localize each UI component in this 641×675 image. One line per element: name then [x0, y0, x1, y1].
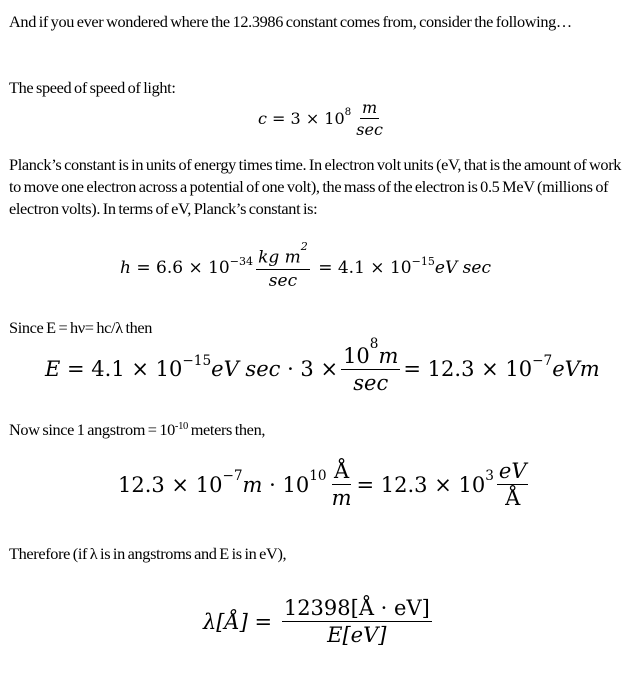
eq-A-a: 12.3 × 10 [118, 472, 223, 497]
eq-E-fraction [341, 336, 400, 395]
now-text-exp: -10 [174, 421, 188, 433]
eq-c-exp: 8 [344, 106, 352, 119]
eq-h-num-text: kg m [258, 247, 301, 268]
eq-final-eq: = [247, 609, 279, 634]
intro-paragraph: And if you ever wondered where the 12.3986 constant comes from, consider the following… [9, 12, 572, 31]
eq-A-den2: Å [505, 486, 521, 510]
eq-E-rhs: = 12.3 × 10 [403, 357, 533, 381]
eq-h-lhs: h [120, 258, 131, 279]
now-text-a: Now since 1 angstrom = 10 [9, 420, 175, 439]
eq-A-den: m [331, 486, 352, 510]
speed-label: The speed of speed of light: [9, 78, 176, 97]
eq-final-fraction [282, 596, 432, 647]
eq-E-lhs: E [45, 357, 61, 381]
eq-E-rhs-exp: −7 [532, 352, 553, 369]
eq-E-b: · 3 × [280, 357, 339, 381]
eq-c-rest: = 3 × 10 [266, 109, 345, 128]
eq-E-a-exp: −15 [182, 352, 212, 369]
eq-A-a-unit: m [242, 472, 263, 497]
equation-angstrom [118, 459, 531, 510]
therefore-text: Therefore (if λ is in angstroms and E is in eV), [9, 544, 287, 563]
eq-h-exp: −34 [229, 255, 254, 269]
eq-E-num-text: 10 [343, 344, 370, 368]
eq-A-rhs-exp: 3 [485, 468, 494, 485]
eq-A-fraction-2 [497, 459, 529, 510]
eq-E-a: = 4.1 × 10 [60, 357, 183, 381]
now-text [9, 419, 634, 441]
eq-A-fraction [330, 459, 354, 510]
eq-h-rhs-unit: eV sec [434, 258, 491, 279]
since-text: Since E = hν= hc/λ then [9, 318, 153, 337]
now-text-b: meters then, [187, 420, 266, 439]
eq-E-rhs-unit: eVm [552, 357, 600, 381]
eq-final-lhs: λ[Å] [203, 609, 248, 634]
eq-E-num [341, 336, 400, 370]
eq-h-num-exp: 2 [300, 240, 308, 254]
equation-planck [120, 240, 491, 291]
planck-paragraph: Planck’s constant is in units of energy times time. In electron volt units (eV, that is the amount of work to move one electron across a potential of one volt), the mass of the electron is 0.5 MeV (millions of electron volts). In terms of eV, Planck’s constant is: [9, 155, 622, 218]
equation-wavelength [203, 596, 435, 647]
eq-c-lhs: c [258, 109, 267, 128]
equation-speed-of-light [258, 98, 388, 139]
eq-final-den: E[eV] [327, 623, 387, 647]
eq-A-rhs: = 12.3 × 10 [356, 472, 486, 497]
eq-A-num: Å [333, 459, 350, 483]
eq-h-num [256, 240, 310, 270]
eq-h-rhs: = 4.1 × 10 [312, 258, 412, 279]
eq-final-num: 12398[Å · eV] [283, 596, 430, 620]
eq-E-num-unit: m [378, 344, 399, 368]
eq-E-den: sec [353, 371, 389, 395]
eq-A-b-exp: 10 [309, 468, 327, 485]
eq-c-num: m [362, 98, 378, 117]
eq-A-a-exp: −7 [222, 468, 243, 485]
eq-A-num2: eV [498, 459, 527, 483]
eq-h-rhs-exp: −15 [411, 255, 435, 269]
eq-h-rest: = 6.6 × 10 [130, 258, 230, 279]
eq-E-a-unit: eV sec [211, 357, 281, 381]
eq-c-fraction [354, 98, 385, 139]
eq-h-den: sec [268, 270, 298, 291]
eq-A-b: · 10 [262, 472, 310, 497]
eq-c-den: sec [356, 120, 383, 139]
eq-E-num-exp: 8 [369, 336, 379, 353]
eq-h-fraction [256, 240, 310, 291]
equation-energy [45, 336, 600, 395]
